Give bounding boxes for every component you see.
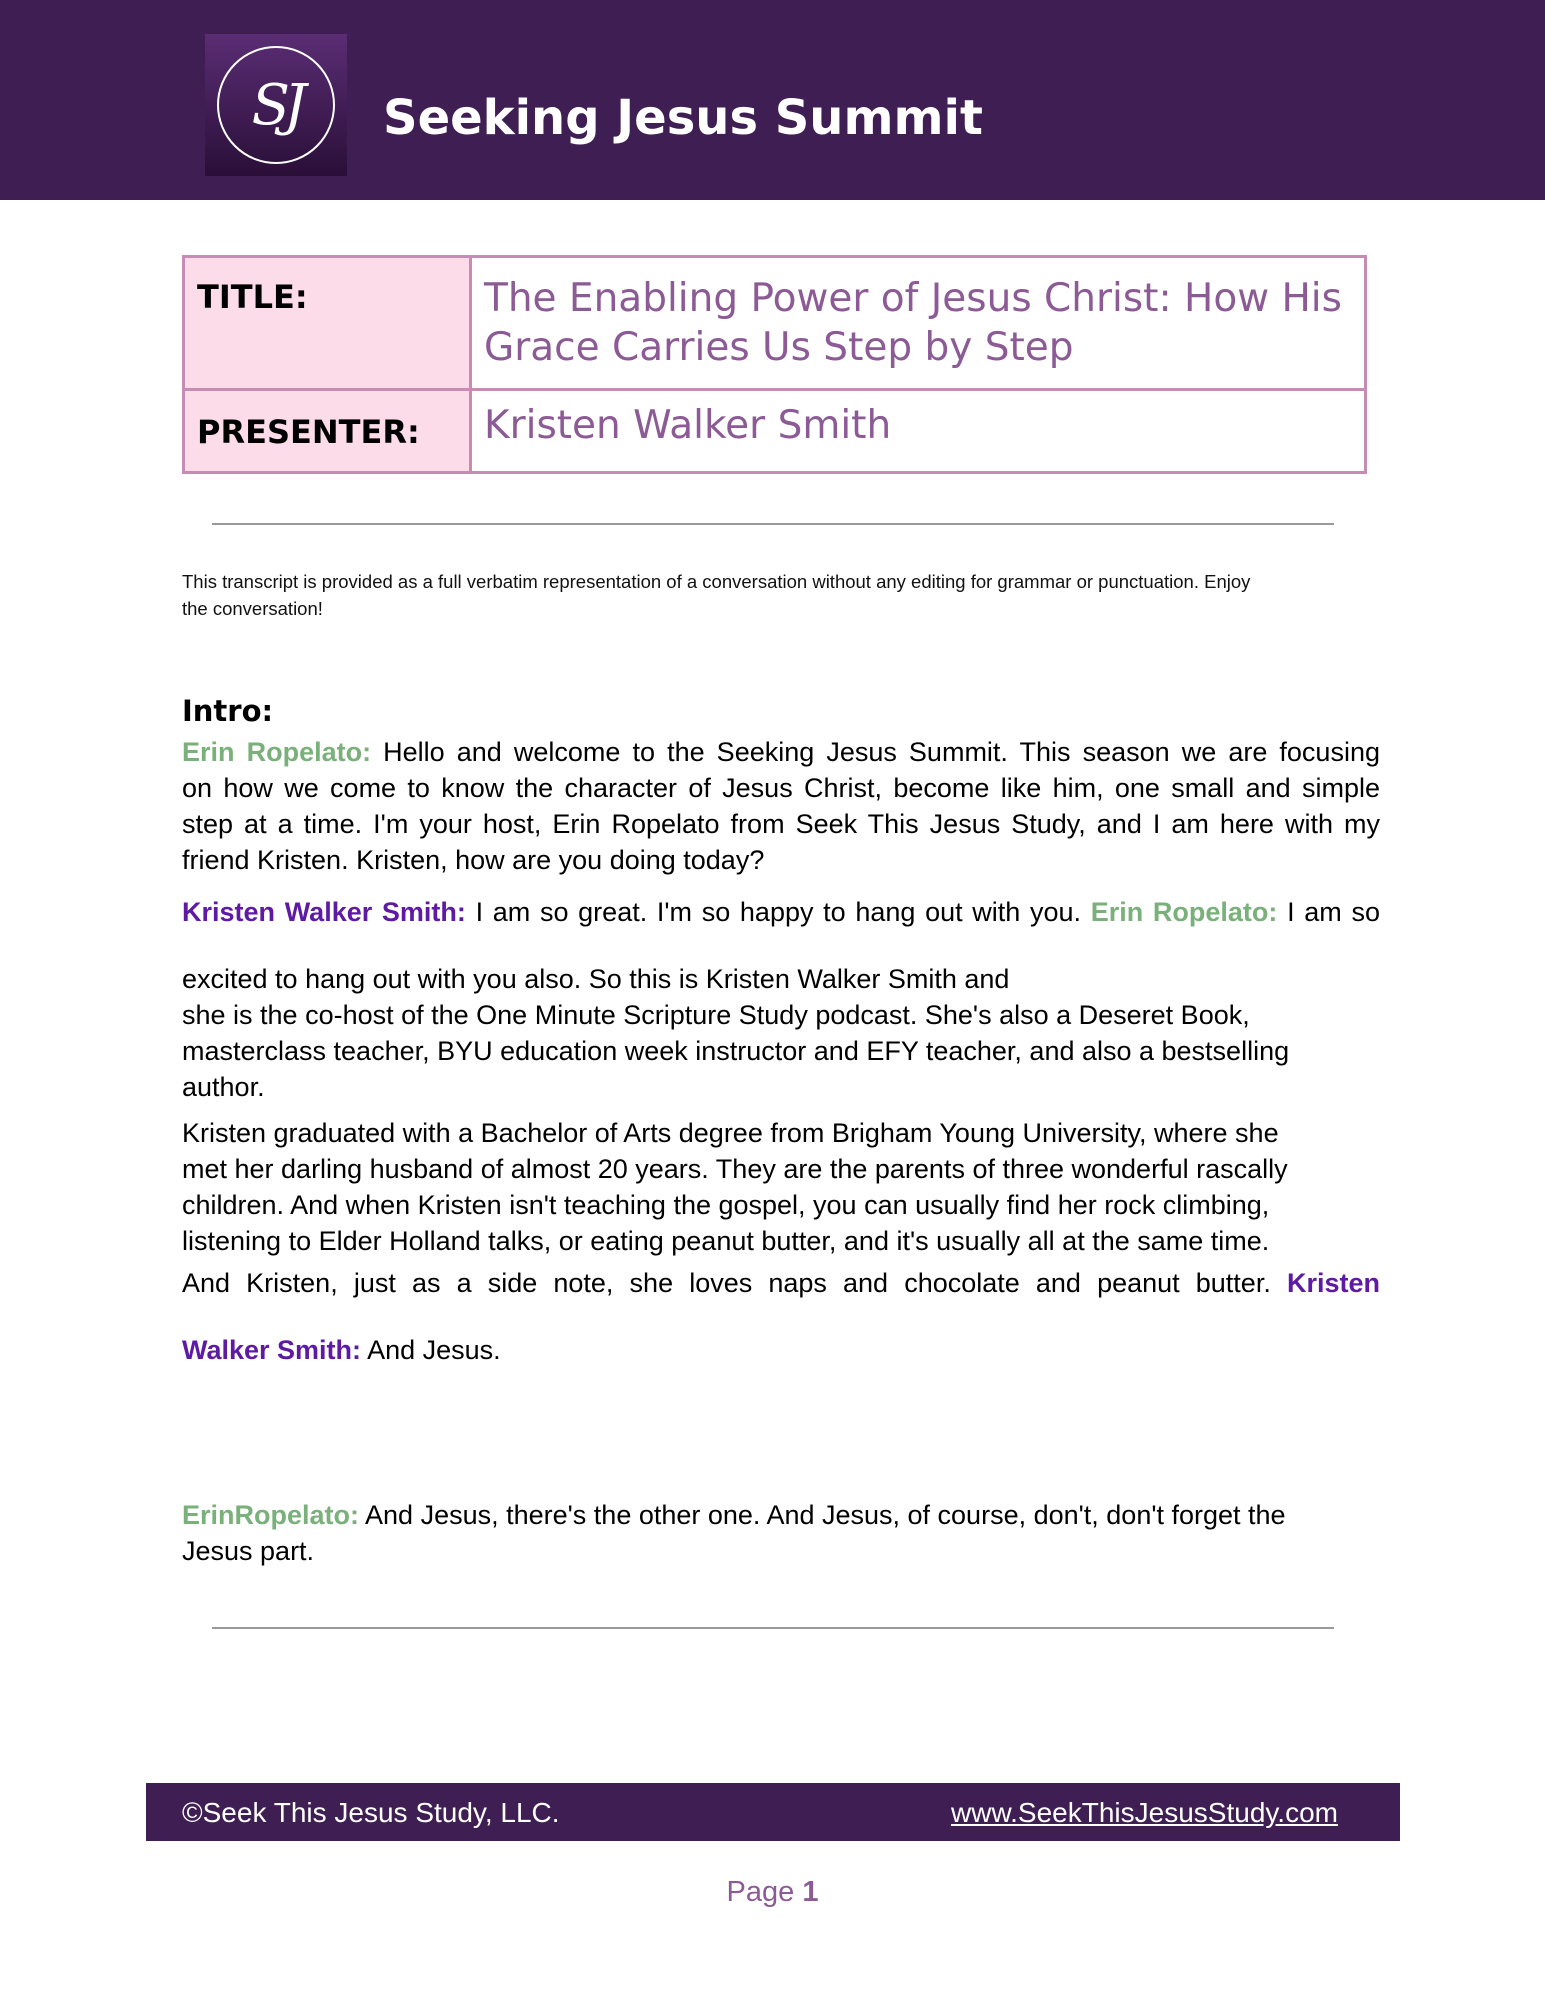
title-value-line1: The Enabling Power of Jesus Christ: How His	[484, 276, 1342, 321]
paragraph-3	[182, 961, 1380, 1105]
p3-line1: excited to hang out with you also. So this is Kristen Walker Smith and	[182, 964, 1010, 994]
footer-url-link[interactable]: www.SeekThisJesusStudy.com	[951, 1797, 1338, 1828]
speaker-kristen-part2: Walker Smith:	[182, 1335, 362, 1365]
presenter-row	[184, 390, 1366, 473]
paragraph-4	[182, 1115, 1380, 1259]
logo	[205, 34, 347, 176]
note-line1: This transcript is provided as a full verbatim representation of a conversation without any editing for grammar or punctuation. Enjoy	[182, 571, 1251, 592]
site-title: Seeking Jesus Summit	[383, 90, 983, 146]
paragraph-1	[182, 734, 1380, 878]
logo-monogram: SJ	[217, 46, 335, 164]
title-value	[471, 257, 1366, 390]
speaker-erin: Erin Ropelato:	[1090, 897, 1278, 927]
paragraph-2	[182, 894, 1380, 930]
speaker-kristen: Kristen Walker Smith:	[182, 897, 466, 927]
p1-line2: on how we come to know the character of Jesus Christ, become like him, one small and simple	[182, 773, 1380, 803]
p1-line4: friend Kristen. Kristen, how are you doing today?	[182, 845, 765, 875]
footer-copyright: ©Seek This Jesus Study, LLC.	[182, 1797, 560, 1828]
p5-text2: And Jesus.	[367, 1335, 501, 1365]
intro-heading: Intro:	[182, 694, 274, 728]
p4-line1: Kristen graduated with a Bachelor of Arts degree from Brigham Young University, where she	[182, 1118, 1279, 1148]
p4-line2: met her darling husband of almost 20 years. They are the parents of three wonderful rascally	[182, 1154, 1288, 1184]
p6-line1	[182, 1497, 1380, 1533]
paragraph-6	[182, 1497, 1380, 1569]
page-label: Page	[726, 1876, 795, 1908]
p6-line2: Jesus part.	[182, 1536, 315, 1566]
divider-bottom	[212, 1627, 1334, 1629]
presenter-value: Kristen Walker Smith	[471, 390, 1366, 473]
footer-bar	[146, 1783, 1400, 1841]
info-table	[182, 255, 1367, 474]
p3-line2: she is the co-host of the One Minute Scripture Study podcast. She's also a Deseret Book,	[182, 1000, 1250, 1030]
paragraph-5	[182, 1265, 1380, 1301]
p1-line1	[182, 734, 1380, 770]
speaker-erin: Erin Ropelato:	[182, 737, 372, 767]
header-banner	[0, 0, 1545, 200]
presenter-label: PRESENTER:	[184, 390, 471, 473]
p4-line3: children. And when Kristen isn't teaching the gospel, you can usually find her rock climbing,	[182, 1190, 1270, 1220]
p6-line1-text: And Jesus, there's the other one. And Jesus, of course, don't, don't forget the	[365, 1500, 1286, 1530]
p2-text: I am so great. I'm so happy to hang out with you.	[475, 897, 1082, 927]
p1-line1-text: Hello and welcome to the Seeking Jesus Summit. This season we are focusing	[383, 737, 1380, 767]
p3-line4: author.	[182, 1072, 265, 1102]
page-number-value: 1	[802, 1876, 819, 1908]
p2-text2: I am so	[1287, 897, 1380, 927]
speaker-kristen-part1: Kristen	[1286, 1268, 1380, 1298]
p1-line3: step at a time. I'm your host, Erin Ropelato from Seek This Jesus Study, and I am here with my	[182, 809, 1380, 839]
title-row	[184, 257, 1366, 390]
note-line2: the conversation!	[182, 598, 323, 619]
p3-line3: masterclass teacher, BYU education week instructor and EFY teacher, and also a bestselling	[182, 1036, 1290, 1066]
page-number	[0, 1876, 1545, 1909]
title-label: TITLE:	[184, 257, 471, 390]
p5-text: And Kristen, just as a side note, she loves naps and chocolate and peanut butter.	[182, 1268, 1271, 1298]
divider-top	[212, 523, 1334, 525]
title-value-line2: Grace Carries Us Step by Step	[484, 325, 1074, 370]
paragraph-5-cont	[182, 1332, 1380, 1368]
speaker-erin: ErinRopelato:	[182, 1500, 360, 1530]
transcript-note	[182, 568, 1382, 622]
p4-line4: listening to Elder Holland talks, or eating peanut butter, and it's usually all at the same time.	[182, 1226, 1270, 1256]
